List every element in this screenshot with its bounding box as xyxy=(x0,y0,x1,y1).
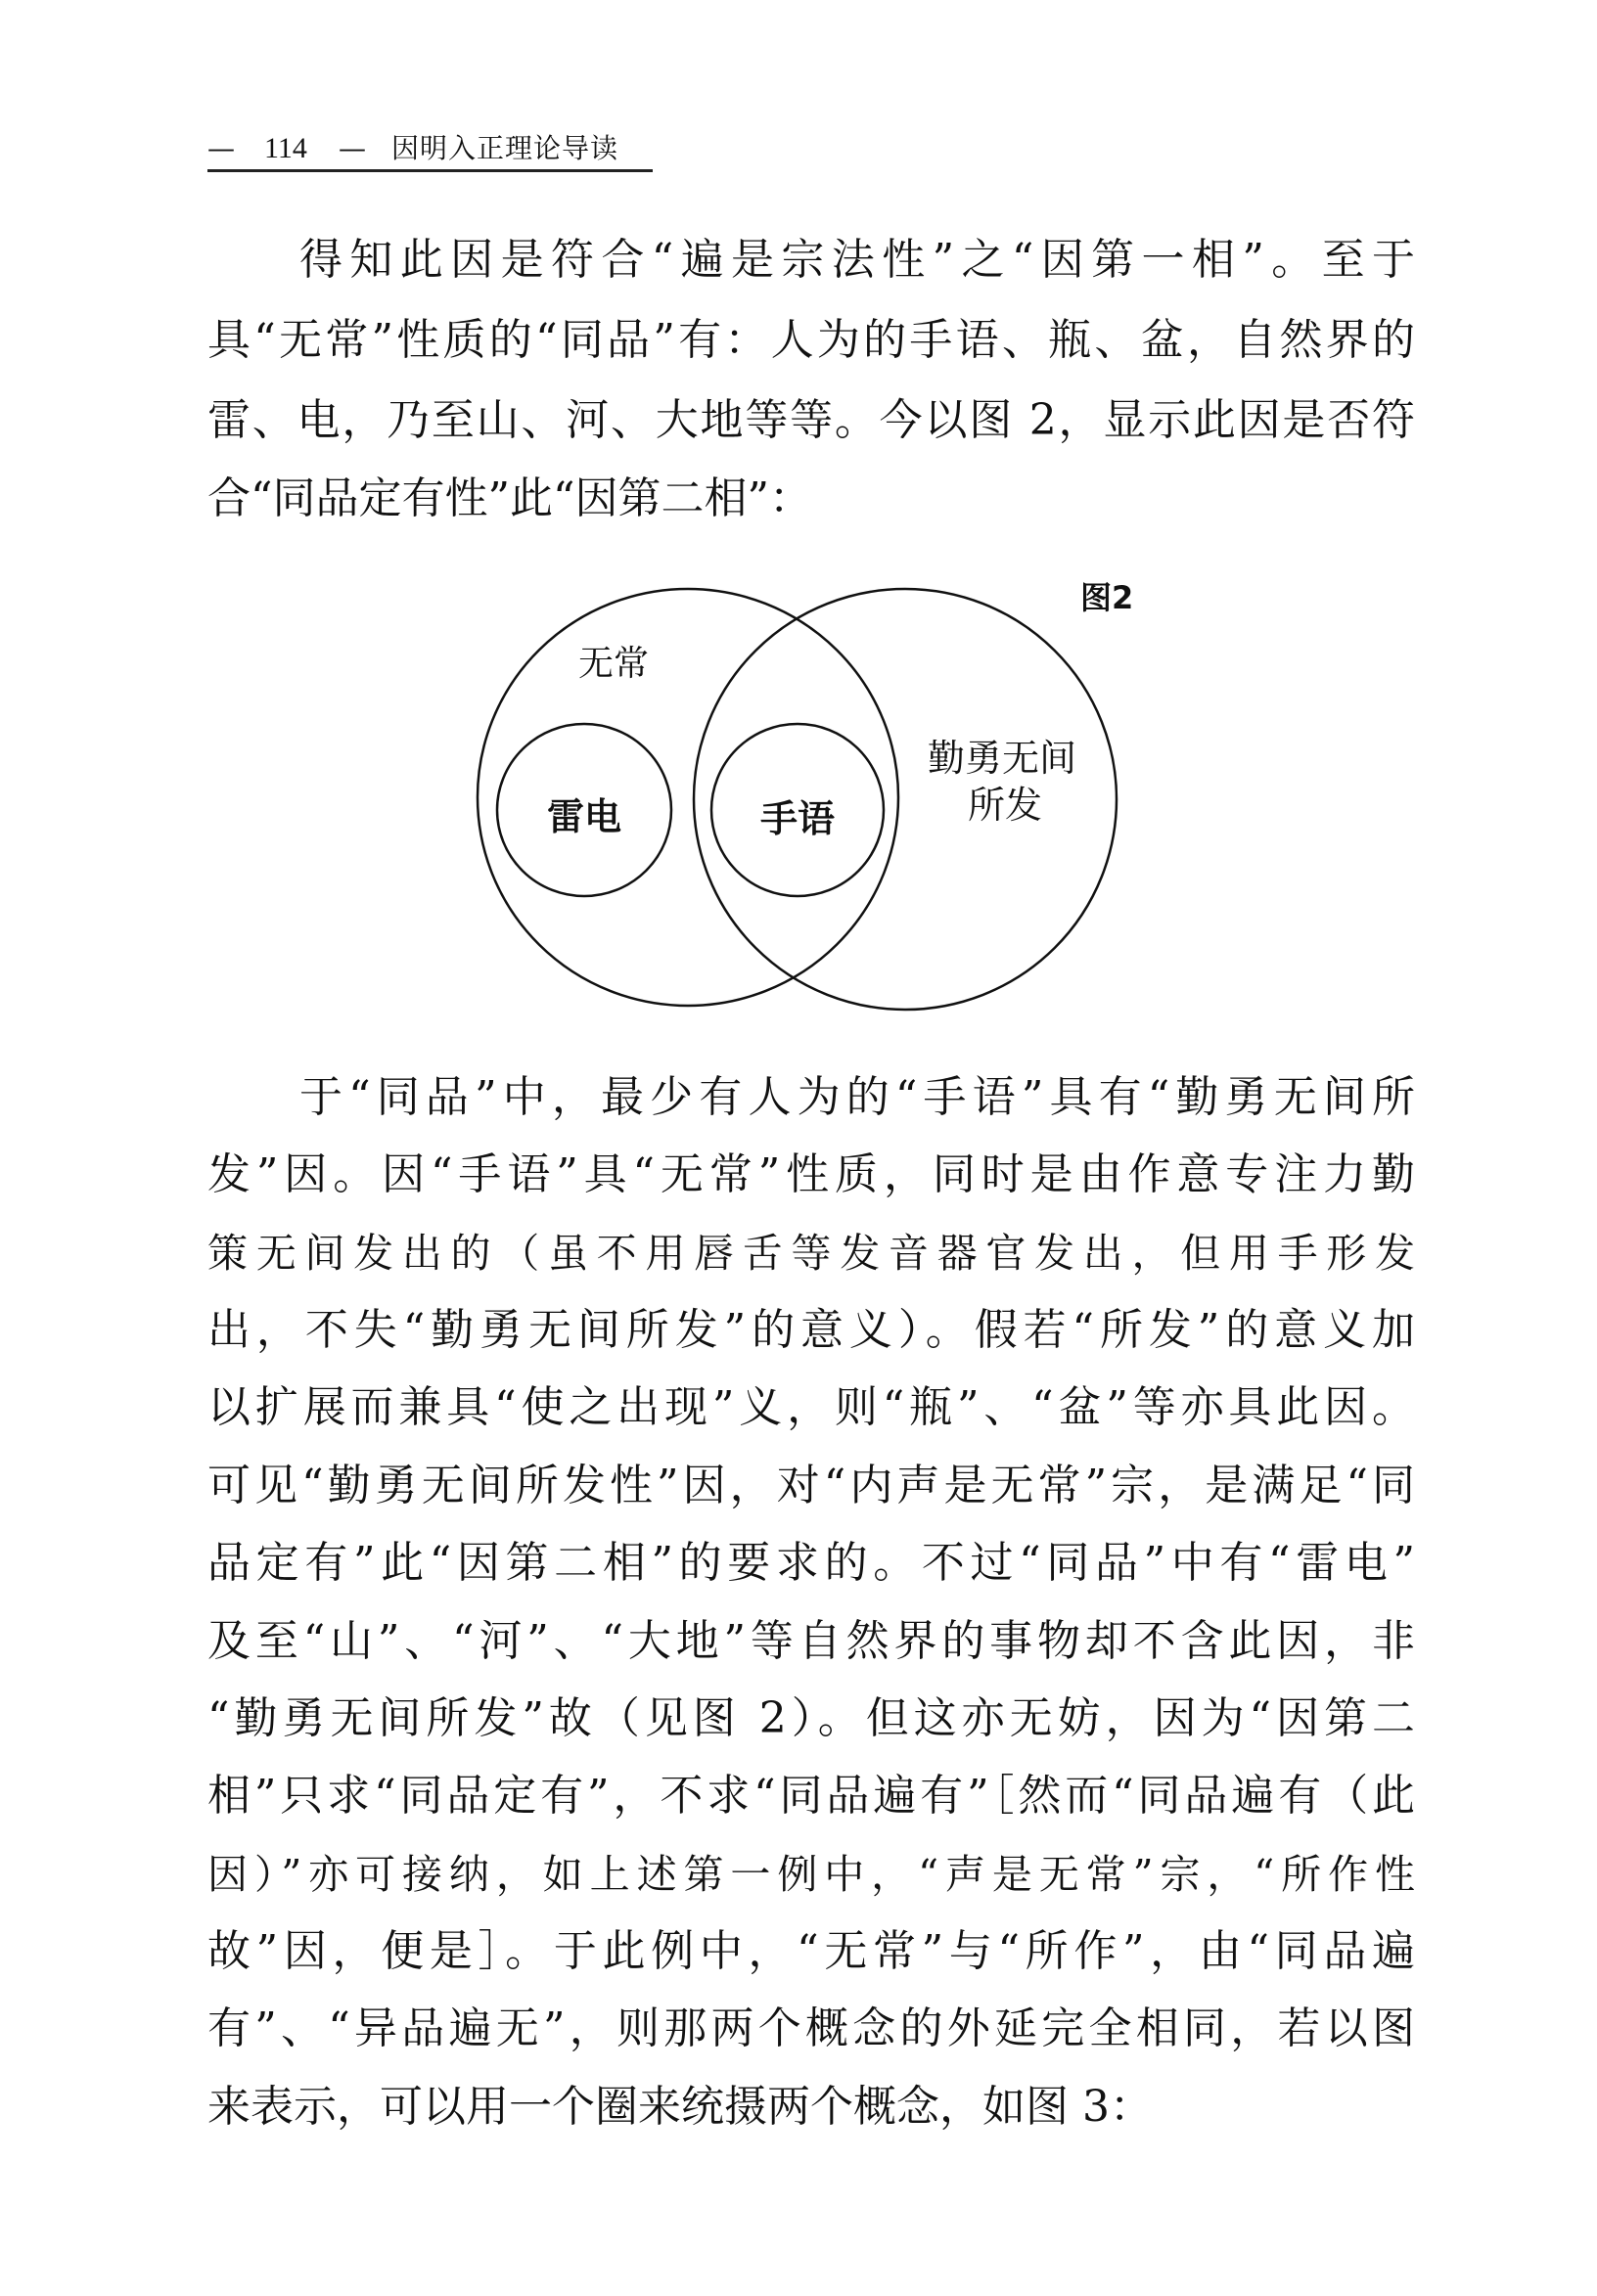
page-number: 114 xyxy=(264,132,307,164)
set-label-effort-produced-line1: 勤勇无间 xyxy=(928,737,1077,780)
paragraph-2-line: 于“同品”中，最少有人为的“手语”具有“勤勇无间所 xyxy=(299,1072,1415,1122)
paragraph-2-line: 策无间发出的（虽不用唇舌等发音器官发出，但用手形发 xyxy=(207,1230,1415,1277)
paragraph-2-line: 可见“勤勇无间所发性”因，对“内声是无常”宗，是满足“同 xyxy=(207,1461,1415,1510)
set-circle-effort-produced xyxy=(694,589,1117,1010)
set-label-effort-produced-line2: 所发 xyxy=(968,784,1043,827)
header-rule xyxy=(207,169,653,172)
paragraph-2-line: 因）”亦可接纳，如上述第一例中，“声是无常”宗，“所作性 xyxy=(207,1851,1415,1898)
set-label-sign-language: 手语 xyxy=(760,797,836,840)
paragraph-2-line: 来表示，可以用一个圈来统摄两个概念，如图 3： xyxy=(207,2082,1153,2132)
running-header xyxy=(207,131,653,166)
book-title: 因明入正理论导读 xyxy=(391,132,619,164)
set-circle-impermanent xyxy=(478,589,898,1006)
paragraph-2-line: 有”、“异品遍无”，则那两个概念的外延完全相同，若以图 xyxy=(207,2003,1415,2053)
paragraph-2-line: 品定有”此“因第二相”的要求的。不过“同品”中有“雷电” xyxy=(207,1538,1415,1588)
header-dash-left: — xyxy=(207,132,235,164)
paragraph-2-line: 以扩展而兼具“使之出现”义，则“瓶”、“盆”等亦具此因。 xyxy=(207,1382,1415,1432)
paragraph-1-line: 得知此因是符合“遍是宗法性”之“因第一相”。至于 xyxy=(299,235,1415,285)
paragraph-2-line: “勤勇无间所发”故（见图 2）。但这亦无妨，因为“因第二 xyxy=(207,1693,1415,1743)
paragraph-2-line: 发”因。因“手语”具“无常”性质，同时是由作意专注力勤 xyxy=(207,1149,1415,1199)
paragraph-1-line: 雷、电，乃至山、河、大地等等。今以图 2，显示此因是否符 xyxy=(207,395,1415,445)
paragraph-2-line: 及至“山”、“河”、“大地”等自然界的事物却不含此因，非 xyxy=(207,1616,1415,1666)
set-label-thunder-lightning: 雷电 xyxy=(547,795,622,838)
paragraph-2-line: 出，不失“勤勇无间所发”的意义）。假若“所发”的意义加 xyxy=(207,1305,1415,1355)
paragraph-1-line: 具“无常”性质的“同品”有：人为的手语、瓶、盆，自然界的 xyxy=(207,315,1415,365)
figure-2-title: 图2 xyxy=(1080,579,1134,616)
paragraph-2-line: 故”因，便是］。于此例中，“无常”与“所作”，由“同品遍 xyxy=(207,1926,1415,1976)
paragraph-1-line: 合“同品定有性”此“因第二相”： xyxy=(207,473,812,523)
header-dash-right: — xyxy=(339,132,366,164)
set-label-impermanent: 无常 xyxy=(578,644,650,684)
paragraph-2-line: 相”只求“同品定有”，不求“同品遍有”［然而“同品遍有（此 xyxy=(207,1771,1415,1821)
